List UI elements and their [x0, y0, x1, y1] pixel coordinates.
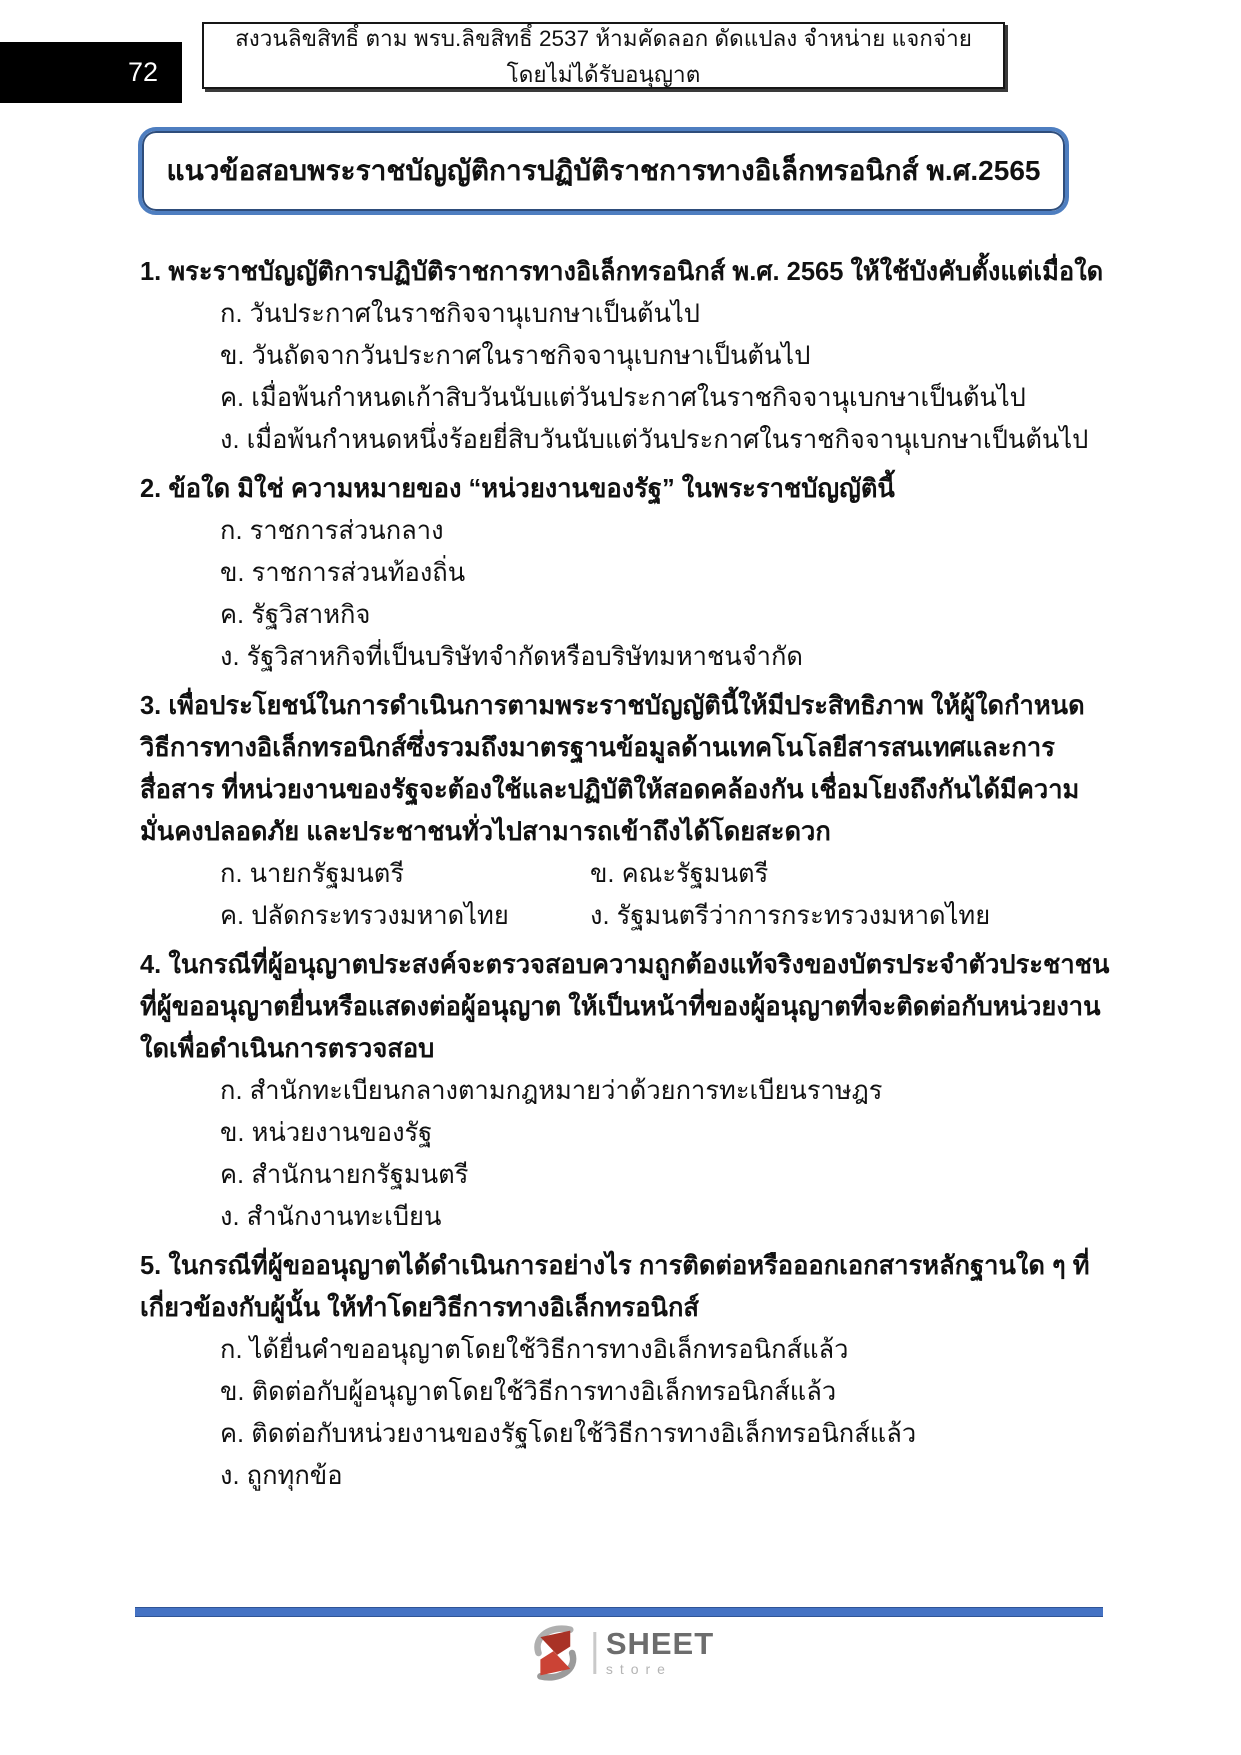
brand-name: SHEET [605, 1626, 715, 1661]
choice-label: ง. [220, 1462, 240, 1490]
question-number: 2. [140, 475, 162, 503]
choice-label: ง. [220, 643, 240, 671]
choice-text: หน่วยงานของรัฐ [251, 1119, 433, 1147]
choice [140, 1196, 1110, 1238]
choice [140, 853, 590, 895]
exam-title: แนวข้อสอบพระราชบัญญัติการปฏิบัติราชการทางอิเล็กทรอนิกส์ พ.ศ.2565 [166, 155, 1041, 186]
choice-text: ติดต่อกับผู้อนุญาตโดยใช้วิธีการทางอิเล็กทรอนิกส์แล้ว [251, 1378, 837, 1406]
choice-label: ข. [220, 1378, 245, 1406]
choice-label: ก. [220, 300, 243, 328]
choices [140, 1070, 1110, 1238]
choice-label: ค. [220, 902, 245, 930]
choice-label: ง. [590, 902, 610, 930]
choice-text: รัฐวิสาหกิจ [251, 601, 371, 629]
choice [590, 853, 1110, 895]
choice [140, 510, 1110, 552]
question-text: 2. ข้อใด มิใช่ ความหมายของ “หน่วยงานของรัฐ” ในพระราชบัญญัตินี้ [140, 475, 895, 503]
choice-text: ได้ยื่นคำขออนุญาตโดยใช้วิธีการทางอิเล็กทรอนิกส์แล้ว [249, 1336, 849, 1364]
choice-label: ข. [590, 860, 615, 888]
choice-text: ติดต่อกับหน่วยงานของรัฐโดยใช้วิธีการทางอิเล็กทรอนิกส์แล้ว [251, 1420, 917, 1448]
choice-text: ราชการส่วนกลาง [249, 517, 444, 545]
choice [140, 1070, 1110, 1112]
choice [140, 1154, 1110, 1196]
choice [140, 335, 1110, 377]
choice-text: สำนักทะเบียนกลางตามกฎหมายว่าด้วยการทะเบียนราษฎร [249, 1077, 883, 1105]
choice-label: ง. [220, 426, 240, 454]
question-block [140, 944, 1110, 1238]
choice-label: ข. [220, 1119, 245, 1147]
question-number: 5. [140, 1252, 162, 1280]
sheet-store-logo-icon [527, 1623, 583, 1683]
choices [140, 293, 1110, 461]
question-block [140, 251, 1110, 461]
choice-text: รัฐวิสาหกิจที่เป็นบริษัทจำกัดหรือบริษัทมหาชนจำกัด [246, 643, 803, 671]
choice-label: ง. [220, 1203, 240, 1231]
brand-subtitle: store [605, 1661, 672, 1677]
question-text: 4. ในกรณีที่ผู้อนุญาตประสงค์จะตรวจสอบความถูกต้องแท้จริงของบัตรประจำตัวประชาชนที่ผู้ขออนุญาตยื่นหรือแสดงต่อผู้อนุญาต ให้เป็นหน้าที่ของผู้อนุญาตที่จะติดต่อกับหน่วยงานใดเพื่อดำเนินการตรวจสอบ [140, 951, 1110, 1063]
choice-text: วันถัดจากวันประกาศในราชกิจจานุเบกษาเป็นต้นไป [251, 342, 811, 370]
choice-text: วันประกาศในราชกิจจานุเบกษาเป็นต้นไป [249, 300, 700, 328]
questions-container [140, 251, 1110, 1497]
choice [140, 552, 1110, 594]
choice-label: ค. [220, 1420, 245, 1448]
choice [140, 636, 1110, 678]
question-block [140, 685, 1110, 937]
logo-divider [593, 1632, 596, 1674]
choice [590, 895, 1110, 937]
choice-text: ราชการส่วนท้องถิ่น [251, 559, 466, 587]
question-text: 5. ในกรณีที่ผู้ขออนุญาตได้ดำเนินการอย่างไร การติดต่อหรือออกเอกสารหลักฐานใด ๆ ที่เกี่ยวข้องกับผู้นั้น ให้ทำโดยวิธีการทางอิเล็กทรอนิกส์ [140, 1252, 1090, 1322]
choice-label: ก. [220, 1077, 243, 1105]
choice [140, 594, 1110, 636]
page-number: 72 [127, 57, 158, 87]
choices [140, 510, 1110, 678]
copyright-text: สงวนลิขสิทธิ์ ตาม พรบ.ลิขสิทธิ์ 2537 ห้ามคัดลอก ดัดแปลง จำหน่าย แจกจ่าย โดยไม่ได้รับอนุญาต [235, 25, 972, 87]
choice-text: ถูกทุกข้อ [246, 1462, 343, 1490]
choice [140, 1112, 1110, 1154]
sheet-store-logo [527, 1624, 714, 1682]
choices [140, 853, 1110, 937]
question-block [140, 1245, 1110, 1497]
choice-text: ปลัดกระทรวงมหาดไทย [251, 902, 509, 930]
choice [140, 895, 590, 937]
question-text: 3. เพื่อประโยชน์ในการดำเนินการตามพระราชบัญญัตินี้ให้มีประสิทธิภาพ ให้ผู้ใดกำหนดวิธีการทางอิเล็กทรอนิกส์ซึ่งรวมถึงมาตรฐานข้อมูลด้านเทคโนโลยีสารสนเทศและการสื่อสาร ที่หน่วยงานของรัฐจะต้องใช้และปฏิบัติให้สอดคล้องกัน เชื่อมโยงถึงกันได้มีความมั่นคงปลอดภัย และประชาชนทั่วไปสามารถเข้าถึงได้โดยสะดวก [140, 692, 1085, 846]
page-number-box [0, 42, 182, 103]
choice-label: ก. [220, 517, 243, 545]
choice-label: ก. [220, 860, 243, 888]
exam-title-box [138, 127, 1069, 215]
copyright-notice-box [202, 22, 1005, 89]
logo-text [605, 1626, 715, 1677]
choice-text: สำนักนายกรัฐมนตรี [251, 1161, 469, 1189]
choice-text: คณะรัฐมนตรี [621, 860, 769, 888]
choice [140, 1371, 1110, 1413]
choice [140, 419, 1110, 461]
choices [140, 1329, 1110, 1497]
choice-text: รัฐมนตรีว่าการกระทรวงมหาดไทย [616, 902, 991, 930]
question-number: 4. [140, 951, 162, 979]
choice-text: นายกรัฐมนตรี [249, 860, 405, 888]
choice-label: ข. [220, 342, 245, 370]
question-number: 1. [140, 258, 162, 286]
choice [140, 377, 1110, 419]
question-number: 3. [140, 692, 162, 720]
choice-label: ค. [220, 601, 245, 629]
choice [140, 1329, 1110, 1371]
choice [140, 1455, 1110, 1497]
choice-text: สำนักงานทะเบียน [246, 1203, 442, 1231]
choice [140, 1413, 1110, 1455]
choice-label: ก. [220, 1336, 243, 1364]
choice [140, 293, 1110, 335]
question-block [140, 468, 1110, 678]
choice-text: เมื่อพ้นกำหนดเก้าสิบวันนับแต่วันประกาศในราชกิจจานุเบกษาเป็นต้นไป [251, 384, 1026, 412]
questions-area [140, 244, 1110, 1497]
question-text: 1. พระราชบัญญัติการปฏิบัติราชการทางอิเล็กทรอนิกส์ พ.ศ. 2565 ให้ใช้บังคับตั้งแต่เมื่อใด [140, 258, 1104, 286]
choice-label: ข. [220, 559, 245, 587]
footer-divider-line [135, 1607, 1103, 1617]
choice-text: เมื่อพ้นกำหนดหนึ่งร้อยยี่สิบวันนับแต่วันประกาศในราชกิจจานุเบกษาเป็นต้นไป [246, 426, 1089, 454]
choice-label: ค. [220, 1161, 245, 1189]
choice-label: ค. [220, 384, 245, 412]
